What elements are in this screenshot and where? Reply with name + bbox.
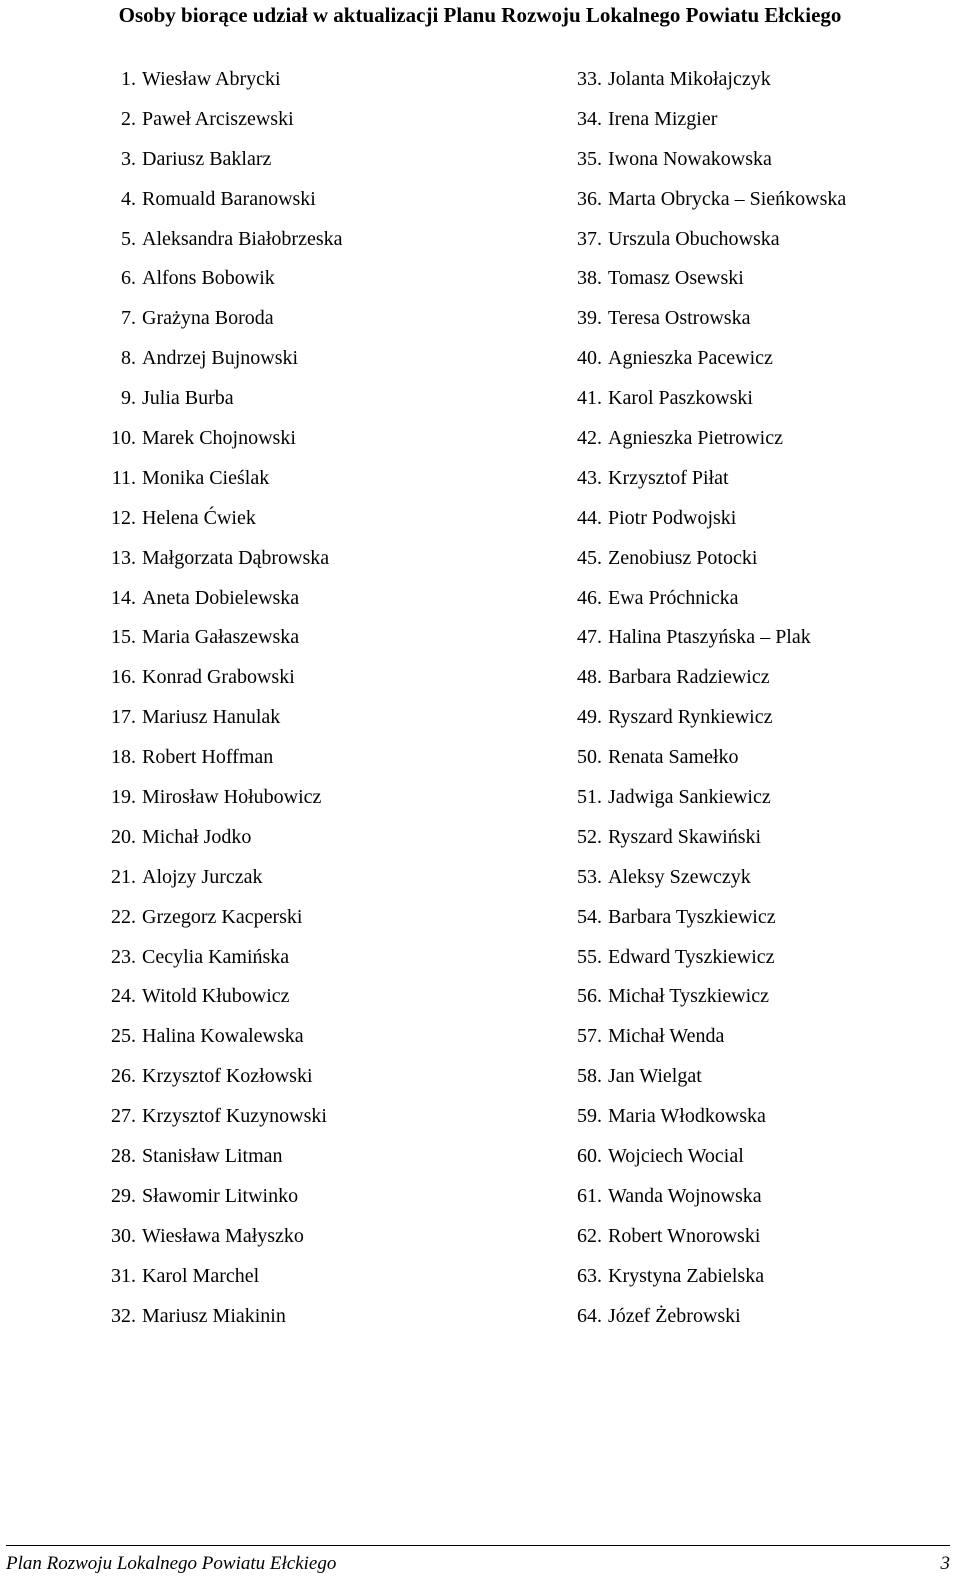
person-name: Krzysztof Piłat [608, 466, 729, 489]
list-item [96, 1019, 496, 1059]
list-item [565, 341, 955, 381]
item-number: 44. [577, 506, 602, 529]
person-name: Alfons Bobowik [142, 267, 275, 290]
person-name: Grzegorz Kacperski [142, 905, 303, 928]
list-item [565, 740, 955, 780]
item-number: 34. [577, 107, 602, 130]
list-item [96, 979, 496, 1019]
list-item [96, 780, 496, 820]
list-item [565, 1019, 955, 1059]
person-name: Zenobiusz Potocki [608, 546, 758, 569]
list-item [565, 421, 955, 461]
item-number: 49. [577, 706, 602, 729]
person-name: Józef Żebrowski [608, 1304, 741, 1327]
item-number: 43. [577, 466, 602, 489]
person-name: Monika Cieślak [142, 466, 270, 489]
list-item [96, 461, 496, 501]
item-number: 9. [121, 387, 136, 410]
list-item [565, 1139, 955, 1179]
item-number: 35. [577, 147, 602, 170]
item-number: 19. [111, 786, 136, 809]
person-name: Mirosław Hołubowicz [142, 786, 322, 809]
item-number: 48. [577, 666, 602, 689]
person-name: Aneta Dobielewska [142, 586, 300, 609]
person-name: Jan Wielgat [608, 1065, 702, 1088]
item-number: 42. [577, 427, 602, 450]
list-item [96, 620, 496, 660]
list-item [96, 1139, 496, 1179]
participants-list-right [565, 62, 955, 1339]
item-number: 31. [111, 1264, 136, 1287]
item-number: 60. [577, 1145, 602, 1168]
person-name: Dariusz Baklarz [142, 147, 272, 170]
item-number: 29. [111, 1184, 136, 1207]
list-item [96, 222, 496, 262]
list-item [565, 900, 955, 940]
item-number: 63. [577, 1264, 602, 1287]
person-name: Edward Tyszkiewicz [608, 945, 775, 968]
list-item [96, 62, 496, 102]
person-name: Jadwiga Sankiewicz [608, 786, 771, 809]
item-number: 56. [577, 985, 602, 1008]
person-name: Halina Kowalewska [142, 1025, 304, 1048]
list-item [565, 1059, 955, 1099]
list-item [565, 940, 955, 980]
list-item [96, 660, 496, 700]
person-name: Krzysztof Kozłowski [142, 1065, 313, 1088]
list-item [96, 700, 496, 740]
footer-title: Plan Rozwoju Lokalnego Powiatu Ełckiego [6, 1553, 337, 1574]
person-name: Karol Marchel [142, 1264, 260, 1287]
list-item [565, 381, 955, 421]
item-number: 25. [111, 1025, 136, 1048]
list-item [96, 900, 496, 940]
person-name: Urszula Obuchowska [608, 227, 780, 250]
person-name: Barbara Tyszkiewicz [608, 905, 776, 928]
item-number: 40. [577, 347, 602, 370]
item-number: 33. [577, 68, 602, 90]
person-name: Teresa Ostrowska [608, 307, 751, 330]
person-name: Andrzej Bujnowski [142, 347, 299, 370]
person-name: Michał Jodko [142, 825, 252, 848]
item-number: 47. [577, 626, 602, 649]
person-name: Helena Ćwiek [142, 506, 256, 529]
item-number: 7. [121, 307, 136, 330]
person-name: Karol Paszkowski [608, 387, 753, 410]
person-name: Ryszard Rynkiewicz [608, 706, 773, 729]
person-name: Sławomir Litwinko [142, 1184, 299, 1207]
list-item [96, 381, 496, 421]
list-item [96, 142, 496, 182]
list-item [96, 740, 496, 780]
list-item [96, 102, 496, 142]
list-item [96, 261, 496, 301]
item-number: 4. [121, 187, 136, 210]
list-item [96, 820, 496, 860]
list-item [96, 541, 496, 581]
list-item [565, 222, 955, 262]
person-name: Renata Samełko [608, 746, 739, 769]
person-name: Grażyna Boroda [142, 307, 274, 330]
list-item [565, 1179, 955, 1219]
item-number: 11. [111, 466, 136, 489]
item-number: 8. [121, 347, 136, 370]
person-name: Paweł Arciszewski [142, 107, 294, 130]
item-number: 38. [577, 267, 602, 290]
list-item [96, 1259, 496, 1299]
item-number: 55. [577, 945, 602, 968]
item-number: 37. [577, 227, 602, 250]
participants-list-left [96, 62, 496, 1339]
item-number: 24. [111, 985, 136, 1008]
item-number: 62. [577, 1224, 602, 1247]
item-number: 18. [111, 746, 136, 769]
list-item [565, 820, 955, 860]
person-name: Halina Ptaszyńska – Plak [608, 626, 811, 649]
person-name: Wiesław Abrycki [142, 68, 281, 90]
person-name: Iwona Nowakowska [608, 147, 772, 170]
person-name: Ewa Próchnicka [608, 586, 739, 609]
list-item [565, 620, 955, 660]
list-item [565, 301, 955, 341]
item-number: 36. [577, 187, 602, 210]
list-item [96, 182, 496, 222]
person-name: Aleksandra Białobrzeska [142, 227, 343, 250]
person-name: Mariusz Miakinin [142, 1304, 286, 1327]
item-number: 45. [577, 546, 602, 569]
list-item [565, 1219, 955, 1259]
item-number: 53. [577, 865, 602, 888]
person-name: Marta Obrycka – Sieńkowska [608, 187, 847, 210]
person-name: Konrad Grabowski [142, 666, 295, 689]
person-name: Michał Wenda [608, 1025, 725, 1048]
item-number: 50. [577, 746, 602, 769]
person-name: Krystyna Zabielska [608, 1264, 765, 1287]
list-item [565, 182, 955, 222]
person-name: Barbara Radziewicz [608, 666, 770, 689]
item-number: 59. [577, 1105, 602, 1128]
person-name: Romuald Baranowski [142, 187, 316, 210]
list-item [565, 660, 955, 700]
item-number: 14. [111, 586, 136, 609]
item-number: 30. [111, 1224, 136, 1247]
item-number: 51. [577, 786, 602, 809]
item-number: 32. [111, 1304, 136, 1327]
item-number: 27. [111, 1105, 136, 1128]
list-item [96, 301, 496, 341]
item-number: 23. [111, 945, 136, 968]
list-item [96, 421, 496, 461]
item-number: 39. [577, 307, 602, 330]
list-item [96, 940, 496, 980]
list-item [96, 341, 496, 381]
person-name: Witold Kłubowicz [142, 985, 290, 1008]
person-name: Piotr Podwojski [608, 506, 737, 529]
item-number: 17. [111, 706, 136, 729]
person-name: Mariusz Hanulak [142, 706, 281, 729]
item-number: 58. [577, 1065, 602, 1088]
person-name: Alojzy Jurczak [142, 865, 263, 888]
person-name: Marek Chojnowski [142, 427, 296, 450]
person-name: Stanisław Litman [142, 1145, 283, 1168]
item-number: 28. [111, 1145, 136, 1168]
list-item [565, 860, 955, 900]
person-name: Tomasz Osewski [608, 267, 744, 290]
item-number: 20. [111, 825, 136, 848]
item-number: 61. [577, 1184, 602, 1207]
list-item [96, 581, 496, 621]
person-name: Michał Tyszkiewicz [608, 985, 769, 1008]
list-item [565, 461, 955, 501]
person-name: Cecylia Kamińska [142, 945, 290, 968]
person-name: Maria Włodkowska [608, 1105, 766, 1128]
person-name: Irena Mizgier [608, 107, 718, 130]
item-number: 13. [111, 546, 136, 569]
list-item [565, 1299, 955, 1339]
item-number: 15. [111, 626, 136, 649]
person-name: Małgorzata Dąbrowska [142, 546, 330, 569]
list-item [96, 1299, 496, 1339]
item-number: 26. [111, 1065, 136, 1088]
item-number: 2. [121, 107, 136, 130]
item-number: 57. [577, 1025, 602, 1048]
item-number: 6. [121, 267, 136, 290]
item-number: 3. [121, 147, 136, 170]
item-number: 46. [577, 586, 602, 609]
list-item [96, 1099, 496, 1139]
list-item [565, 541, 955, 581]
person-name: Krzysztof Kuzynowski [142, 1105, 327, 1128]
item-number: 21. [111, 865, 136, 888]
person-name: Robert Hoffman [142, 746, 274, 769]
page-number: 3 [940, 1553, 950, 1574]
person-name: Robert Wnorowski [608, 1224, 761, 1247]
list-item [96, 1219, 496, 1259]
list-item [96, 860, 496, 900]
list-item [565, 780, 955, 820]
item-number: 22. [111, 905, 136, 928]
item-number: 1. [121, 68, 136, 90]
item-number: 10. [111, 427, 136, 450]
list-item [96, 1059, 496, 1099]
list-item [565, 142, 955, 182]
person-name: Wiesława Małyszko [142, 1224, 304, 1247]
item-number: 12. [111, 506, 136, 529]
person-name: Julia Burba [142, 387, 234, 410]
list-item [565, 261, 955, 301]
list-item [565, 62, 955, 102]
list-item [565, 102, 955, 142]
list-item [565, 979, 955, 1019]
list-item [96, 501, 496, 541]
page-title: Osoby biorące udział w aktualizacji Planu Rozwoju Lokalnego Powiatu Ełckiego [118, 3, 842, 27]
person-name: Wanda Wojnowska [608, 1184, 762, 1207]
item-number: 54. [577, 905, 602, 928]
person-name: Agnieszka Pacewicz [608, 347, 773, 370]
person-name: Aleksy Szewczyk [608, 865, 751, 888]
list-item [565, 1099, 955, 1139]
list-item [565, 700, 955, 740]
item-number: 41. [577, 387, 602, 410]
list-item [96, 1179, 496, 1219]
list-item [565, 501, 955, 541]
person-name: Ryszard Skawiński [608, 825, 762, 848]
item-number: 64. [577, 1304, 602, 1327]
item-number: 5. [121, 227, 136, 250]
person-name: Jolanta Mikołajczyk [608, 68, 771, 90]
list-item [565, 581, 955, 621]
list-item [565, 1259, 955, 1299]
person-name: Agnieszka Pietrowicz [608, 427, 783, 450]
person-name: Maria Gałaszewska [142, 626, 300, 649]
item-number: 16. [111, 666, 136, 689]
item-number: 52. [577, 825, 602, 848]
page-footer [6, 1545, 950, 1576]
person-name: Wojciech Wocial [608, 1145, 744, 1168]
